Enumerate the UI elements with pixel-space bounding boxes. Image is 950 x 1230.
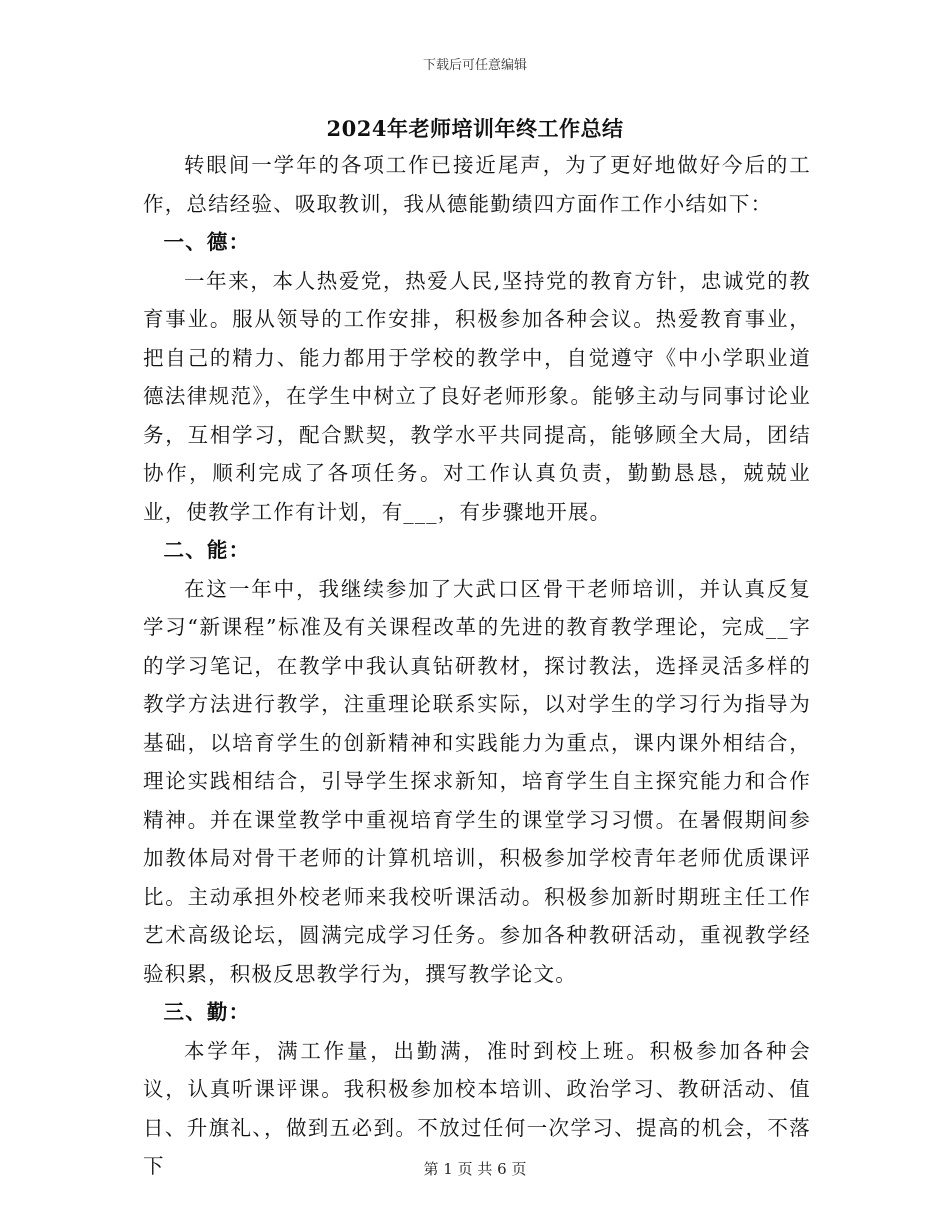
- section-paragraph-de: 一年来，本人热爱党，热爱人民,坚持党的教育方针，忠诚党的教育事业。服从领导的工作安排，积极参加各种会议。热爱教育事业，把自己的精力、能力都用于学校的教学中，自觉遵守《中小学职业道德法律规范》，在学生中树立了良好老师形象。能够主动与同事讨论业务，互相学习，配合默契，教学水平共同提高，能够顾全大局，团结协作，顺利完成了各项任务。对工作认真负责，勤勤恳恳，兢兢业业，使教学工作有计划，有___，有步骤地开展。: [143, 268, 811, 524]
- page-number-footer: 第 1 页 共 6 页: [423, 1160, 527, 1178]
- page-title: 2024年老师培训年终工作总结: [326, 116, 624, 141]
- section-paragraph-neng: 在这一年中，我继续参加了大武口区骨干老师培训，并认真反复学习“新课程”标准及有关课程改革的先进的教育教学理论，完成__字的学习笔记，在教学中我认真钻研教材，探讨教法，选择灵活多样的教学方法进行教学，注重理论联系实际，以对学生的学习行为指导为基础，以培育学生的创新精神和实践能力为重点，课内课外相结合，理论实践相结合，引导学生探求新知，培育学生自主探究能力和合作精神。并在课堂教学中重视培育学生的课堂学习习惯。在暑假期间参加教体局对骨干老师的计算机培训，积极参加学校青年老师优质课评比。主动承担外校老师来我校听课活动。积极参加新时期班主任工作艺术高级论坛，圆满完成学习任务。参加各种教研活动，重视教学经验积累，积极反思教学行为，撰写教学论文。: [143, 576, 811, 986]
- section-heading-qin: 三、勤：: [163, 1000, 251, 1024]
- header-note: 下载后可任意编辑: [422, 58, 527, 73]
- document-body: [143, 146, 811, 1186]
- section-paragraph-qin: 本学年，满工作量，出勤满，准时到校上班。积极参加各种会议，认真听课评课。我积极参加校本培训、政治学习、教研活动、值日、升旗礼、，做到五必到。不放过任何一次学习、提高的机会，不落下: [143, 1038, 811, 1178]
- section-heading-neng: 二、能：: [163, 538, 251, 562]
- intro-paragraph: 转眼间一学年的各项工作已接近尾声，为了更好地做好今后的工作，总结经验、吸取教训，我从德能勤绩四方面作工作小结如下：: [143, 153, 811, 216]
- section-heading-de: 一、德：: [163, 230, 251, 254]
